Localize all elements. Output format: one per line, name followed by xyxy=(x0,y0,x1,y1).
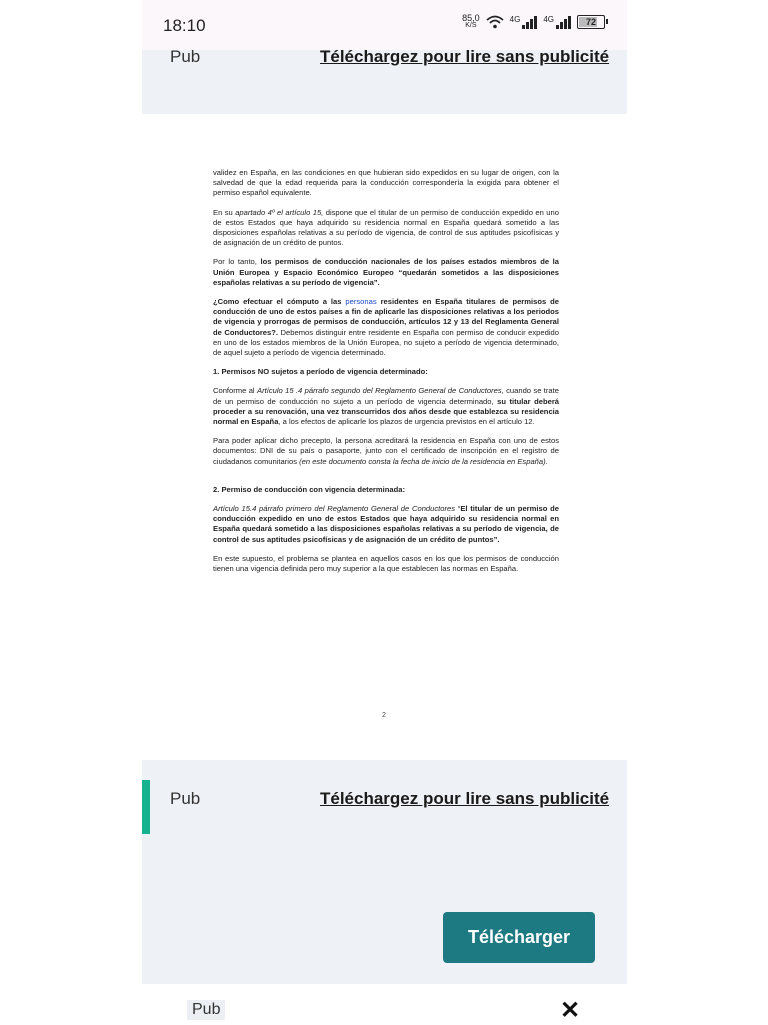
status-bar xyxy=(142,0,627,50)
document-viewer[interactable] xyxy=(142,114,627,760)
network-speed-unit: K/S xyxy=(465,22,477,29)
bottom-ad-bar xyxy=(142,984,627,1024)
ad-accent-bar xyxy=(142,780,150,834)
network-type-1: 4G xyxy=(509,15,521,24)
paragraph: Para poder aplicar dicho precepto, la persona acreditará la residencia en España con uno de estos documentos: DNI de su país o pasaporte, junto con el certificado de inscripción en el registro de ciudadanos comunitarios (en este documento consta la fecha de inicio de la residencia en España). xyxy=(213,436,559,466)
network-type-2: 4G xyxy=(543,15,554,24)
personas-link[interactable]: personas xyxy=(345,297,377,307)
download-no-ads-link[interactable]: Téléchargez pour lire sans publicité xyxy=(320,789,610,808)
signal-icon-2 xyxy=(543,15,571,29)
battery-level: 72 xyxy=(585,17,596,27)
section-heading: 2. Permiso de conducción con vigencia determinada: xyxy=(213,484,406,494)
ad-label: Pub xyxy=(170,789,201,808)
close-icon[interactable]: ✕ xyxy=(560,997,581,1024)
network-speed-value: 85,0 xyxy=(462,13,480,23)
ad-label: Pub xyxy=(187,1000,225,1020)
paragraph: Artículo 15.4 párrafo primero del Reglamento General de Conductores “El titular de un permiso de conducción expedido en uno de estos Estados que haya adquirido su residencia normal en España quedará sometido a las disposiciones españolas relativas a su período de vigencia, de control de sus aptitudes psicofísicas y de asignación de un crédito de puntos”. xyxy=(213,504,559,544)
ad-label: Pub xyxy=(170,47,201,66)
status-icons xyxy=(462,14,605,30)
network-speed xyxy=(462,14,480,30)
wifi-icon xyxy=(486,15,504,29)
download-button[interactable]: Télécharger xyxy=(443,912,595,963)
signal-icon-1 xyxy=(510,15,538,29)
paragraph: En este supuesto, el problema se plantea en aquellos casos en los que los permisos de conducción tienen una vigencia definida pero muy superior a la que establecen las normas en España. xyxy=(213,553,559,574)
status-time: 18:10 xyxy=(163,16,206,35)
paragraph: En su apartado 4º el artículo 15, dispone que el titular de un permiso de conducción expedido en uno de estos Estados que haya adquirido su residencia normal en España quedará sometido a las disposiciones españolas relativas a su período de vigencia, de control de sus aptitudes psicofísicas y de asignación de un crédito de puntos. xyxy=(213,207,559,248)
download-no-ads-link[interactable]: Téléchargez pour lire sans publicité xyxy=(320,47,610,66)
paragraph: Por lo tanto, los permisos de conducción nacionales de los países estados miembros de la Unión Europea y Espacio Económico Europeo “quedarán sometidos a las disposiciones españolas relativas a su período de vigencia”. xyxy=(213,257,559,287)
page-number: 2 xyxy=(382,712,386,719)
document-page xyxy=(213,168,559,583)
paragraph: Conforme al Artículo 15 .4 párrafo segundo del Reglamento General de Conductores, cuando se trate de un permiso de conducción no sujeto a un período de vigencia determinado, su titular deberá proceder a su renovación, una vez transcurridos dos años desde que establezca su residencia normal en España, a los efectos de aplicarle los plazos de urgencia previstos en el artículo 12. xyxy=(213,386,559,427)
paragraph: ¿Como efectuar el cómputo a las personas residentes en España titulares de permisos de conducción de uno de estos países a fin de aplicarle las disposiciones relativas a los periodos de vigencia y prorrogas de permisos de conducción, artículos 12 y 13 del Reglamenta General de Conductores?. Debemos distinguir entre residente en España con permiso de conducir expedido en uno de los estados miembros de la Unión Europea, no sujeto a período de vigencia determinado, de aquel sujeto a período de vigencia determinado. xyxy=(213,297,559,358)
battery-icon xyxy=(577,15,605,29)
section-heading: 1. Permisos NO sujetos a período de vigencia determinado: xyxy=(213,367,428,377)
paragraph: validez en España, en las condiciones en que hubieran sido expedidos en su lugar de origen, con la salvedad de que la edad requerida para la conducción correspondería la exigida para obtener el permiso español equivalente. xyxy=(213,168,559,198)
ad-banner-bottom[interactable] xyxy=(142,760,627,984)
ad-banner-top[interactable] xyxy=(142,47,627,114)
